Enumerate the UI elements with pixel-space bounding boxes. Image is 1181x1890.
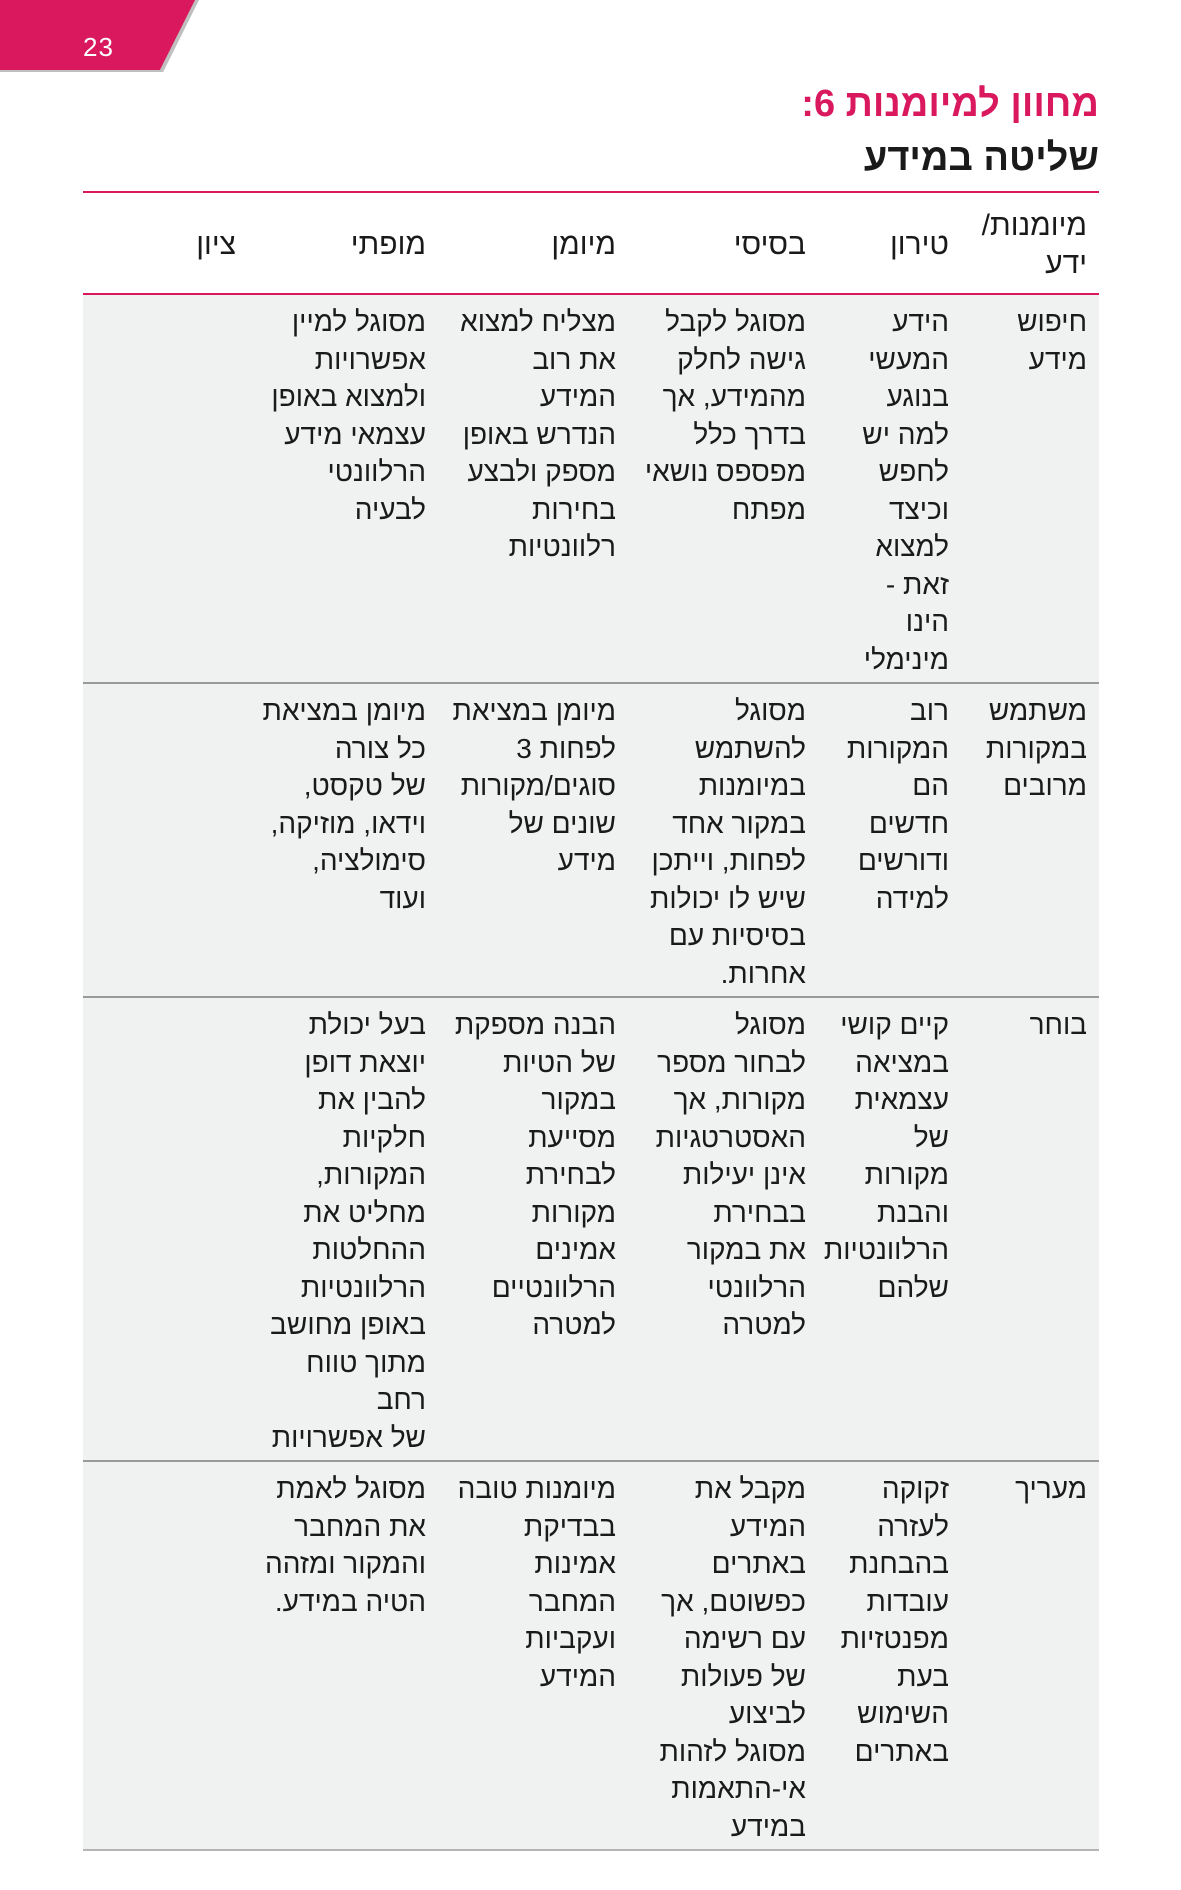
header-skilled-label: מיומן — [551, 228, 616, 261]
cell-skilled — [438, 1461, 628, 1850]
cell-skill — [961, 1461, 1099, 1850]
cell-excellent — [248, 683, 438, 997]
cell-basic — [628, 997, 818, 1461]
rubric-subtitle: שליטה במידע — [863, 137, 1099, 179]
cell-grade — [83, 683, 248, 997]
table-row — [83, 1461, 1099, 1850]
cell-skill — [961, 683, 1099, 997]
cell-excellent-text: בעל יכולת יוצאת דופן להבין את חלקיות המקורות, מחליט את ההחלטות הרלוונטיות באופן מחושב מתוך טווח רחב של אפשרויות — [270, 1009, 426, 1453]
cell-skill — [961, 294, 1099, 683]
header-novice-label: טירון — [890, 228, 949, 261]
cell-novice — [818, 997, 961, 1461]
cell-skill-text: מעריך — [1015, 1473, 1087, 1504]
cell-skill-text: משתמש במקורות מרובים — [985, 695, 1087, 801]
header-skill-label: מיומנות/ ידע — [981, 209, 1087, 280]
cell-novice-text: קיים קושי במציאה עצמאית של מקורות והבנת הרלוונטיות שלהם — [823, 1009, 949, 1303]
page-number: 23 — [83, 32, 114, 62]
header-basic — [628, 192, 818, 294]
cell-skilled — [438, 294, 628, 683]
cell-grade — [83, 1461, 248, 1850]
cell-skilled-text: מצליח למצוא את רוב המידע הנדרש באופן מספק ולבצע בחירות רלוונטיות — [460, 306, 616, 562]
cell-novice — [818, 294, 961, 683]
title-area — [99, 80, 1099, 182]
cell-skill-text: חיפוש מידע — [1017, 306, 1087, 375]
header-excellent-label: מופתי — [350, 228, 426, 261]
cell-novice-text: רוב המקורות הם חדשים ודורשים למידה — [846, 695, 949, 914]
cell-basic — [628, 683, 818, 997]
rubric-title: מחוון למיומנות 6: — [801, 83, 1099, 125]
cell-novice-text: זקוקה לעזרה בהבחנת עובדות מפנטזיות בעת השימוש באתרים — [840, 1473, 949, 1767]
header-skilled — [438, 192, 628, 294]
cell-skilled-text: הבנה מספקת של הטיות במקור מסייעת לבחירת מקורות אמינים הרלוונטיים למטרה — [454, 1009, 616, 1340]
table-row — [83, 683, 1099, 997]
cell-novice — [818, 683, 961, 997]
cell-skilled — [438, 683, 628, 997]
rubric-table — [83, 191, 1099, 1851]
header-grade-label: ציון — [196, 228, 236, 261]
header-novice — [818, 192, 961, 294]
cell-basic-text: מסוגל לקבל גישה לחלק מהמידע, אך בדרך כלל מפספס נושאי מפתח — [644, 306, 806, 525]
cell-skilled-text: מיומן במציאת לפחות 3 סוגים/מקורות שונים של מידע — [452, 695, 616, 876]
cell-excellent-text: מיומן במציאת כל צורה של טקסט, וידאו, מוזיקה, סימולציה, ועוד — [262, 695, 426, 914]
cell-basic-text: מסוגל לבחור מספר מקורות, אך האסטרטגיות אינן יעילות בבחירת את במקור הרלוונטי למטרה — [655, 1009, 806, 1340]
table-header-row — [83, 192, 1099, 294]
cell-excellent-text: מסוגל לאמת את המחבר והמקור ומזהה הטיה במידע. — [265, 1473, 426, 1617]
header-basic-label: בסיסי — [733, 228, 806, 261]
cell-excellent — [248, 294, 438, 683]
header-excellent — [248, 192, 438, 294]
table-row — [83, 997, 1099, 1461]
cell-grade — [83, 294, 248, 683]
cell-excellent — [248, 1461, 438, 1850]
cell-basic-text: מקבל את המידע באתרים כפשוטם, אך עם רשימה של פעולות לביצוע מסוגל לזהות אי-התאמות במידע — [659, 1473, 806, 1842]
cell-skilled — [438, 997, 628, 1461]
cell-grade — [83, 997, 248, 1461]
cell-basic-text: מסוגל להשתמש במיומנות במקור אחד לפחות, וייתכן שיש לו יכולות בסיסיות עם אחרות. — [650, 695, 806, 989]
rubric-table-wrap — [83, 191, 1099, 1851]
cell-excellent-text: מסוגל למיין אפשרויות ולמצוא באופן עצמאי מידע הרלוונטי לבעיה — [271, 306, 426, 525]
cell-skill — [961, 997, 1099, 1461]
header-skill — [961, 192, 1099, 294]
cell-basic — [628, 294, 818, 683]
header-grade — [83, 192, 248, 294]
table-row — [83, 294, 1099, 683]
cell-novice-text: הידע המעשי בנוגע למה יש לחפש וכיצד למצוא זאת - הינו מינימלי — [862, 306, 949, 675]
cell-skill-text: בוחר — [1029, 1009, 1087, 1040]
cell-novice — [818, 1461, 961, 1850]
cell-basic — [628, 1461, 818, 1850]
cell-excellent — [248, 997, 438, 1461]
cell-skilled-text: מיומנות טובה בבדיקת אמינות המחבר ועקביות המידע — [457, 1473, 616, 1692]
